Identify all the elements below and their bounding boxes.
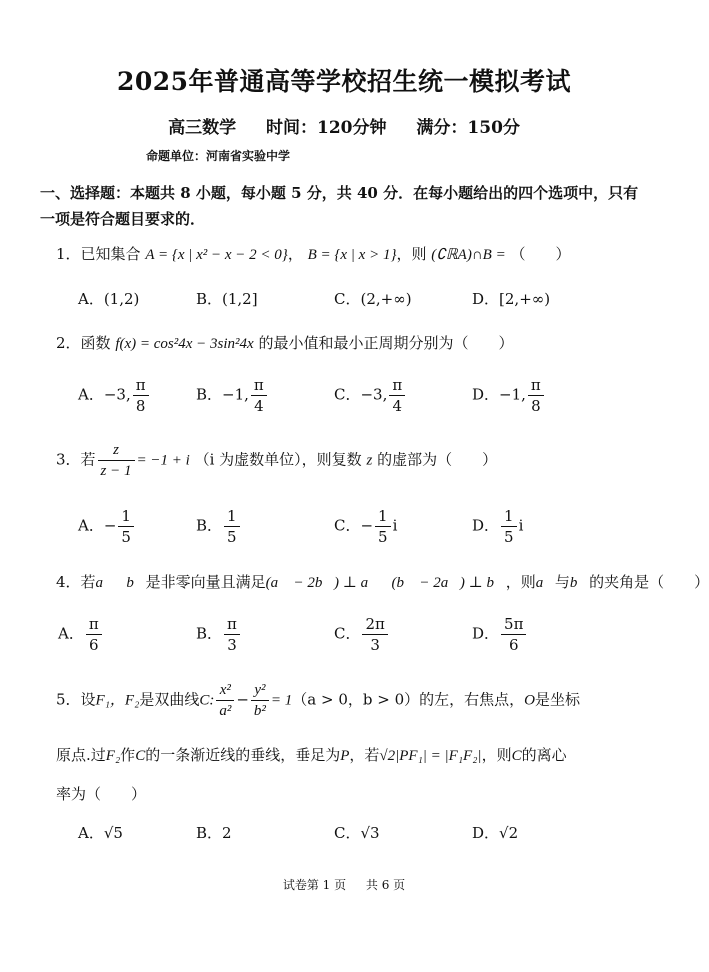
q1-comma: ， bbox=[287, 245, 303, 263]
q5-cond: （a > 0，b > 0）的左，右焦点， bbox=[292, 690, 525, 709]
question-4 bbox=[56, 571, 709, 592]
q2-c-label: C．−3, bbox=[334, 385, 388, 404]
q2-b-label: B．−1, bbox=[196, 385, 249, 404]
q5-perp: 的一条渐近线的垂线，垂足为 bbox=[145, 746, 341, 764]
frac-num: π bbox=[133, 375, 149, 396]
q4-text: 4．若 bbox=[56, 573, 96, 591]
q3-d-label: D． bbox=[472, 516, 500, 535]
q5-make: 作 bbox=[120, 746, 136, 764]
page-number: 试卷第 1 页 bbox=[282, 878, 347, 892]
q1-option-b: B．(1,2] bbox=[196, 290, 258, 308]
q3-ask: 的虚部为（ ） bbox=[377, 450, 498, 469]
q5-option-b: B．2 bbox=[196, 824, 232, 842]
q2-option-a bbox=[78, 375, 151, 416]
frac-den: b² bbox=[253, 703, 266, 719]
q2-option-c bbox=[334, 375, 407, 416]
q5-text: 5．设 bbox=[56, 690, 96, 709]
q4-b-frac bbox=[224, 614, 240, 655]
q3-option-c bbox=[334, 506, 397, 547]
frac-den: 6 bbox=[89, 636, 99, 654]
frac-den: 3 bbox=[370, 636, 380, 654]
q5-option-a: A．√5 bbox=[78, 824, 123, 842]
question-5-line-3: 率为（ ） bbox=[56, 785, 147, 803]
q2-text: 2．函数 bbox=[56, 334, 111, 352]
q5-option-d: D．√2 bbox=[472, 824, 519, 842]
q5-coord: 是坐标 bbox=[534, 690, 580, 709]
q5-frac-y bbox=[251, 680, 269, 721]
q1-set-a: A = {x | x² − x − 2 < 0} bbox=[145, 247, 288, 263]
q4-c-label: C． bbox=[334, 624, 361, 643]
frac-den: a² bbox=[219, 703, 232, 719]
question-5-line-2 bbox=[56, 744, 567, 765]
frac-den: z − 1 bbox=[100, 463, 132, 479]
q5-origin: 原点.过 bbox=[56, 746, 106, 764]
frac-den: 5 bbox=[227, 528, 237, 546]
frac-den: 6 bbox=[508, 636, 519, 654]
q4-ask: 的夹角是（ ） bbox=[589, 573, 709, 591]
frac-den: 4 bbox=[392, 397, 403, 415]
q2-b-frac bbox=[251, 375, 267, 416]
q5-f2: F₂ bbox=[105, 748, 121, 764]
q1-blank: （ ） bbox=[510, 245, 571, 263]
q3-text: 3．若 bbox=[56, 450, 96, 469]
q1-option-d: D．[2,+∞) bbox=[472, 290, 551, 308]
frac-num: π bbox=[224, 614, 240, 635]
q4-d-frac bbox=[501, 614, 526, 655]
q4-c-frac bbox=[362, 614, 387, 655]
frac-num: 1 bbox=[224, 506, 240, 527]
frac-den: 5 bbox=[378, 528, 388, 546]
q5-c2: C bbox=[135, 748, 146, 764]
q5-hyper: 是双曲线 bbox=[139, 690, 200, 709]
question-1 bbox=[56, 243, 571, 264]
q5-rel: √2|PF₁| = |F₁F₂| bbox=[379, 748, 482, 764]
q1-option-a: A．(1,2) bbox=[78, 290, 140, 308]
exam-unit: 命题单位：河南省实验中学 bbox=[146, 149, 291, 163]
time-label: 时间：120分钟 bbox=[266, 118, 387, 138]
q3-c-frac bbox=[375, 506, 391, 547]
question-3 bbox=[56, 440, 497, 481]
score-label: 满分：150分 bbox=[416, 118, 520, 138]
frac-num: z bbox=[98, 440, 135, 461]
frac-num: π bbox=[528, 375, 544, 396]
q2-function: f(x) = cos²4x − 3sin²4x bbox=[115, 336, 254, 352]
q3-rhs: = −1 + i bbox=[136, 452, 190, 469]
question-2 bbox=[56, 332, 514, 353]
q2-d-label: D．−1, bbox=[472, 385, 526, 404]
frac-num: π bbox=[389, 375, 405, 396]
q3-a-label: A．− bbox=[78, 516, 117, 535]
frac-num: 1 bbox=[501, 506, 517, 527]
q5-c3: C bbox=[511, 748, 522, 764]
q5-eq: = 1 bbox=[270, 692, 293, 709]
q3-z: z bbox=[366, 452, 373, 469]
q4-then: ，则 bbox=[505, 573, 536, 591]
q1-expr: (∁ℝA)∩B = bbox=[431, 247, 506, 263]
q3-a-frac bbox=[118, 506, 134, 547]
q3-note: （i 为虚数单位），则复数 bbox=[194, 450, 362, 469]
q3-c-label: C．− bbox=[334, 516, 374, 535]
q4-option-a bbox=[58, 614, 104, 655]
frac-num: 5π bbox=[501, 614, 526, 635]
q2-c-frac bbox=[389, 375, 405, 416]
q3-b-label: B． bbox=[196, 516, 223, 535]
q1-set-b: B = {x | x > 1} bbox=[307, 247, 397, 263]
q5-frac-x bbox=[216, 680, 234, 721]
q5-o: O bbox=[524, 692, 535, 709]
frac-num: 2π bbox=[362, 614, 387, 635]
q4-vectors: a⃗，b⃗ bbox=[95, 575, 146, 591]
page-total: 共 6 页 bbox=[365, 878, 406, 892]
frac-num: 1 bbox=[118, 506, 134, 527]
frac-den: 8 bbox=[531, 397, 541, 415]
q4-b: b⃗ bbox=[569, 575, 590, 591]
q5-if: ，若 bbox=[349, 746, 380, 764]
frac-num: y² bbox=[251, 680, 269, 701]
q3-d-frac bbox=[501, 506, 517, 547]
q4-a: a⃗ bbox=[535, 575, 555, 591]
q1-then: ，则 bbox=[396, 245, 427, 263]
question-5-line-1 bbox=[56, 680, 580, 721]
frac-den: 4 bbox=[254, 397, 264, 415]
frac-num: x² bbox=[216, 680, 234, 701]
q3-option-a bbox=[78, 506, 136, 547]
q4-option-b bbox=[196, 614, 242, 655]
exam-title: 2025年普通高等学校招生统一模拟考试 bbox=[116, 67, 572, 96]
q5-foci: F₁，F₂ bbox=[95, 692, 140, 709]
q5-p: P bbox=[340, 748, 350, 764]
q4-d-label: D． bbox=[472, 624, 500, 643]
q5-ecc: 的离心 bbox=[521, 746, 567, 764]
q3-frac bbox=[98, 440, 135, 481]
q4-a-label: A． bbox=[58, 624, 84, 643]
q4-option-c bbox=[334, 614, 390, 655]
q3-b-frac bbox=[224, 506, 240, 547]
page-footer bbox=[0, 876, 688, 893]
q4-cond: 是非零向量且满足 bbox=[145, 573, 266, 591]
q2-option-d bbox=[472, 375, 546, 416]
q3-c-suffix: i bbox=[392, 516, 398, 535]
frac-den: 5 bbox=[121, 528, 131, 546]
frac-den: 5 bbox=[504, 528, 514, 546]
q5-minus: − bbox=[236, 690, 249, 709]
q5-then: ，则 bbox=[481, 746, 512, 764]
subject-label: 高三数学 bbox=[168, 118, 237, 138]
frac-num: π bbox=[251, 375, 267, 396]
q3-d-suffix: i bbox=[518, 516, 524, 535]
frac-num: π bbox=[86, 614, 102, 635]
q4-a-frac bbox=[86, 614, 102, 655]
exam-subtitle bbox=[0, 113, 688, 138]
q5-c: C: bbox=[199, 692, 215, 709]
q5-option-c: C．√3 bbox=[334, 824, 380, 842]
q4-and: 与 bbox=[554, 573, 570, 591]
q4-option-d bbox=[472, 614, 528, 655]
q2-option-b bbox=[196, 375, 269, 416]
q1-text: 1．已知集合 bbox=[56, 245, 141, 263]
q1-option-c: C．(2,+∞) bbox=[334, 290, 412, 308]
frac-den: 8 bbox=[135, 397, 146, 415]
q2-ask: 的最小值和最小正周期分别为（ ） bbox=[258, 334, 514, 352]
frac-num: 1 bbox=[375, 506, 391, 527]
frac-den: 3 bbox=[227, 636, 237, 654]
q3-option-d bbox=[472, 506, 523, 547]
section-intro: 一、选择题：本题共 8 小题，每小题 5 分，共 40 分．在每小题给出的四个选项中，只有一项是符合题目要求的． bbox=[40, 184, 639, 228]
q4-expr: (a⃗ − 2b⃗) ⊥ a⃗，(b⃗ − 2a⃗) ⊥ b⃗ bbox=[265, 575, 506, 591]
q2-a-label: A．−3, bbox=[78, 385, 131, 404]
q3-option-b bbox=[196, 506, 242, 547]
q2-a-frac bbox=[133, 375, 149, 416]
q2-d-frac bbox=[528, 375, 544, 416]
q4-b-label: B． bbox=[196, 624, 223, 643]
